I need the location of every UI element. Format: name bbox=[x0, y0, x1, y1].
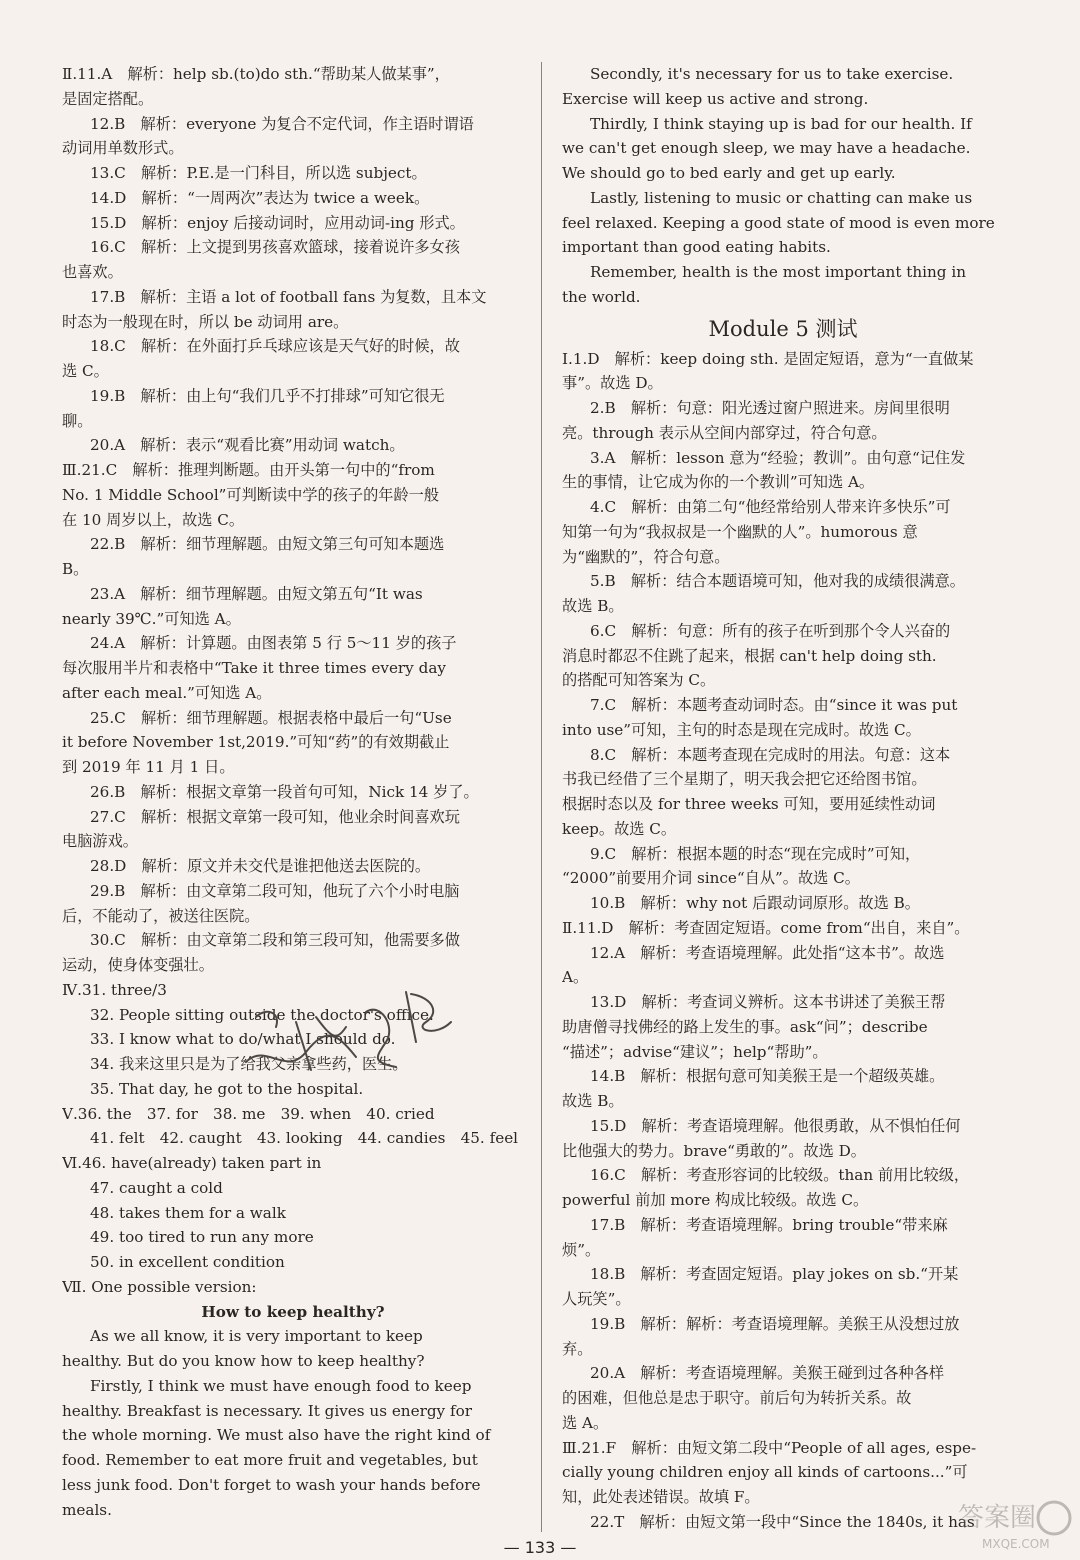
text-line: 29.B 解析：由文章第二段可知，他玩了六个小时电脑 bbox=[90, 881, 460, 900]
text-line: Ⅰ.1.D 解析：keep doing sth. 是固定短语，意为“一直做某 bbox=[562, 349, 974, 368]
text-line: Ⅲ.21.C 解析：推理判断题。由开头第一句中的“from bbox=[62, 461, 435, 479]
text-line: 消息时都忍不住跳了起来，根据 can't help doing sth. bbox=[562, 646, 937, 665]
text-line: 运动，使身体变强壮。 bbox=[62, 956, 214, 974]
text-line: 18.C 解析：在外面打乒乓球应该是天气好的时候，故 bbox=[90, 337, 460, 356]
text-line: 每次服用半片和表格中“Take it three times every day bbox=[62, 659, 446, 677]
text-line: 16.C 解析：上文提到男孩喜欢篮球，接着说许多女孩 bbox=[90, 238, 460, 257]
text-line: 3.A 解析：lesson 意为“经验；教训”。由句意“记住发 bbox=[590, 448, 966, 467]
text-line: 6.C 解析：句意：所有的孩子在听到那个令人兴奋的 bbox=[590, 621, 951, 640]
text-line: 17.B 解析：主语 a lot of football fans 为复数，且本文 bbox=[90, 287, 487, 306]
text-line: 17.B 解析：考查语境理解。bring trouble“带来麻 bbox=[590, 1215, 948, 1234]
text-line: As we all know, it is very important to keep bbox=[90, 1327, 423, 1346]
text-line: 25.C 解析：细节理解题。根据表格中最后一句“Use bbox=[90, 708, 452, 727]
text-line: 的搭配可知答案为 C。 bbox=[562, 671, 716, 690]
text-line: 22.T 解析：由短文第一段中“Since the 1840s, it has bbox=[590, 1512, 975, 1531]
text-line: Exercise will keep us active and strong. bbox=[562, 89, 869, 108]
text-line: powerful 前加 more 构成比较级。故选 C。 bbox=[562, 1191, 869, 1209]
text-line: nearly 39℃.”可知选 A。 bbox=[62, 609, 241, 628]
text-line: 8.C 解析：本题考查现在完成时的用法。句意：这本 bbox=[590, 745, 951, 764]
text-line: Ⅳ.31. three/3 bbox=[62, 980, 167, 999]
watermark-text: 答案圈 bbox=[958, 1503, 1037, 1533]
text-line: Ⅱ.11.A 解析：help sb.(to)do sth.“帮助某人做某事”， bbox=[62, 65, 450, 83]
text-line: 选 C。 bbox=[62, 362, 109, 380]
text-line: 是固定搭配。 bbox=[62, 89, 154, 108]
text-line: 18.B 解析：考查固定短语。play jokes on sb.“开某 bbox=[590, 1265, 959, 1284]
text-line: keep。故选 C。 bbox=[562, 819, 677, 838]
text-line: 动词用单数形式。 bbox=[62, 139, 184, 158]
text-line: 亮。through 表示从空间内部穿过，符合句意。 bbox=[562, 423, 887, 442]
text-line: Ⅱ.11.D 解析：考查固定短语。come from“出自，来自”。 bbox=[562, 918, 970, 937]
text-line: it before November 1st,2019.”可知“药”的有效期截止 bbox=[62, 733, 450, 752]
section-title: Module 5 测试 bbox=[708, 316, 858, 341]
text-line: 47. caught a cold bbox=[90, 1178, 223, 1197]
text-line: 2.B 解析：句意：阳光透过窗户照进来。房间里很明 bbox=[590, 399, 950, 417]
text-line: 32. People sitting outside the doctor's office. bbox=[90, 1005, 434, 1024]
text-line: 知，此处表述错误。故填 F。 bbox=[562, 1488, 760, 1506]
text-line: 在 10 周岁以上，故选 C。 bbox=[62, 510, 245, 529]
text-line: Ⅵ.46. have(already) taken part in bbox=[62, 1154, 322, 1172]
text-line: How to keep healthy? bbox=[201, 1302, 385, 1321]
text-line: Firstly, I think we must have enough food to keep bbox=[90, 1376, 472, 1395]
text-line: 26.B 解析：根据文章第一段首句可知，Nick 14 岁了。 bbox=[90, 782, 479, 801]
text-line: 49. too tired to run any more bbox=[90, 1228, 314, 1247]
text-line: healthy. Breakfast is necessary. It gives us energy for bbox=[62, 1401, 472, 1420]
text-line: Remember, health is the most important thing in bbox=[590, 263, 966, 281]
text-line: 选 A。 bbox=[562, 1413, 609, 1432]
text-line: 19.B 解析：由上句“我们几乎不打排球”可知它很无 bbox=[90, 386, 445, 405]
text-line: 弃。 bbox=[562, 1339, 593, 1358]
text-line: important than good eating habits. bbox=[562, 238, 831, 257]
text-line: 14.D 解析：“一周两次”表达为 twice a week。 bbox=[90, 188, 430, 207]
text-line: Secondly, it's necessary for us to take exercise. bbox=[590, 65, 954, 83]
text-line: 22.B 解析：细节理解题。由短文第三句可知本题选 bbox=[90, 535, 445, 554]
left-column bbox=[62, 62, 524, 1522]
text-line: 人玩笑”。 bbox=[562, 1290, 631, 1308]
text-line: 12.A 解析：考查语境理解。此处指“这本书”。故选 bbox=[590, 943, 945, 962]
text-line: Lastly, listening to music or chatting can make us bbox=[590, 188, 973, 207]
text-line: less junk food. Don't forget to wash your hands before bbox=[62, 1475, 481, 1494]
text-line: We should go to bed early and get up early. bbox=[562, 164, 896, 182]
text-line: 5.B 解析：结合本题语境可知，他对我的成绩很满意。 bbox=[590, 572, 965, 591]
text-line: A。 bbox=[562, 968, 589, 987]
text-line: 故选 B。 bbox=[562, 1092, 624, 1110]
text-line: Thirdly, I think staying up is bad for our health. If bbox=[590, 114, 972, 133]
text-line: 48. takes them for a walk bbox=[90, 1203, 286, 1222]
text-line: 20.A 解析：表示“观看比赛”用动词 watch。 bbox=[90, 436, 405, 455]
column-divider bbox=[541, 62, 542, 1532]
site-watermark-logo bbox=[956, 1496, 1074, 1554]
text-line: 14.B 解析：根据句意可知美猴王是一个超级英雄。 bbox=[590, 1067, 945, 1086]
text-line: 7.C 解析：本题考查动词时态。由“since it was put bbox=[590, 696, 958, 714]
text-line: we can't get enough sleep, we may have a headache. bbox=[562, 139, 971, 158]
text-line: 助唐僧寻找佛经的路上发生的事。ask“问”；describe bbox=[562, 1017, 928, 1036]
text-line: meals. bbox=[62, 1500, 112, 1519]
text-line: 也喜欢。 bbox=[62, 263, 123, 281]
text-line: 15.D 解析：enjoy 后接动词时，应用动词-ing 形式。 bbox=[90, 213, 465, 232]
text-line: 的困难，但他总是忠于职守。前后句为转折关系。故 bbox=[562, 1389, 912, 1407]
text-line: 后，不能动了，被送往医院。 bbox=[62, 906, 260, 925]
text-line: 根据时态以及 for three weeks 可知，要用延续性动词 bbox=[562, 795, 936, 813]
text-line: “描述”；advise“建议”；help“帮助”。 bbox=[562, 1042, 828, 1061]
text-line: 比他强大的势力。brave“勇敢的”。故选 D。 bbox=[562, 1141, 866, 1160]
text-line: 24.A 解析：计算题。由图表第 5 行 5～11 岁的孩子 bbox=[90, 634, 457, 653]
text-line: 30.C 解析：由文章第二段和第三段可知，他需要多做 bbox=[90, 931, 460, 950]
text-line: feel relaxed. Keeping a good state of mood is even more bbox=[562, 213, 995, 232]
text-line: 10.B 解析：why not 后跟动词原形。故选 B。 bbox=[590, 894, 920, 912]
text-line: 19.B 解析：解析：考查语境理解。美猴王从没想过放 bbox=[590, 1314, 960, 1333]
text-line: 知第一句为“我叔叔是一个幽默的人”。humorous 意 bbox=[562, 522, 918, 541]
text-line: B。 bbox=[62, 560, 89, 578]
text-line: 故选 B。 bbox=[562, 597, 624, 615]
text-line: 4.C 解析：由第二句“他经常给别人带来许多快乐”可 bbox=[590, 498, 951, 516]
text-line: Ⅴ.36. the 37. for 38. me 39. when 40. cried bbox=[62, 1104, 435, 1123]
page-number: — 133 — bbox=[503, 1538, 577, 1557]
text-line: 为“幽默的”，符合句意。 bbox=[562, 547, 730, 566]
text-line: the world. bbox=[562, 287, 641, 306]
text-line: 电脑游戏。 bbox=[62, 832, 138, 851]
text-line: 烦”。 bbox=[562, 1240, 601, 1259]
text-line: 书我已经借了三个星期了，明天我会把它还给图书馆。 bbox=[562, 770, 927, 789]
text-line: after each meal.”可知选 A。 bbox=[62, 683, 272, 702]
text-line: 34. 我来这里只是为了给我父亲拿些药，医生。 bbox=[90, 1055, 408, 1073]
text-line: No. 1 Middle School”可判断读中学的孩子的年龄一般 bbox=[62, 485, 440, 504]
text-line: into use”可知，主句的时态是现在完成时。故选 C。 bbox=[562, 720, 921, 739]
text-line: healthy. But do you know how to keep healthy? bbox=[62, 1352, 425, 1370]
text-line: 20.A 解析：考查语境理解。美猴王碰到过各种各样 bbox=[590, 1364, 945, 1383]
text-line: 生的事情，让它成为你的一个教训”可知选 A。 bbox=[562, 473, 875, 492]
text-line: 50. in excellent condition bbox=[90, 1253, 285, 1271]
text-line: 12.B 解析：everyone 为复合不定代词，作主语时谓语 bbox=[90, 114, 474, 133]
text-line: 13.C 解析：P.E.是一门科目，所以选 subject。 bbox=[90, 164, 427, 182]
text-line: 事”。故选 D。 bbox=[562, 374, 663, 393]
text-line: cially young children enjoy all kinds of cartoons...”可 bbox=[562, 1463, 968, 1482]
text-line: 时态为一般现在时，所以 be 动词用 are。 bbox=[62, 312, 349, 331]
text-line: Ⅲ.21.F 解析：由短文第二段中“People of all ages, espe- bbox=[562, 1438, 977, 1457]
text-line: 13.D 解析：考查词义辨析。这本书讲述了美猴王帮 bbox=[590, 993, 946, 1011]
text-line: 33. I know what to do/what I should do. bbox=[90, 1030, 396, 1049]
text-line: food. Remember to eat more fruit and vegetables, but bbox=[62, 1451, 478, 1469]
right-column bbox=[562, 62, 1004, 1535]
text-line: 16.C 解析：考查形容词的比较级。than 前用比较级， bbox=[590, 1166, 970, 1185]
text-line: the whole morning. We must also have the right kind of bbox=[62, 1426, 491, 1445]
text-line: 聊。 bbox=[62, 411, 93, 430]
text-line: 28.D 解析：原文并未交代是谁把他送去医院的。 bbox=[90, 857, 431, 875]
text-line: Ⅶ. One possible version: bbox=[62, 1277, 257, 1296]
text-line: 27.C 解析：根据文章第一段可知，他业余时间喜欢玩 bbox=[90, 807, 460, 826]
text-line: 35. That day, he got to the hospital. bbox=[90, 1079, 364, 1098]
text-line: 9.C 解析：根据本题的时态“现在完成时”可知， bbox=[590, 844, 921, 863]
handwritten-scribble bbox=[236, 982, 466, 1082]
text-line: 41. felt 42. caught 43. looking 44. candies 45. feel bbox=[90, 1129, 519, 1148]
text-line: 到 2019 年 11 月 1 日。 bbox=[62, 758, 235, 776]
text-line: “2000”前要用介词 since“自从”。故选 C。 bbox=[562, 869, 860, 888]
text-line: 15.D 解析：考查语境理解。他很勇敢，从不惧怕任何 bbox=[590, 1116, 961, 1135]
text-line: 23.A 解析：细节理解题。由短文第五句“It was bbox=[90, 584, 423, 603]
watermark-domain: MXQE.COM bbox=[982, 1537, 1050, 1551]
